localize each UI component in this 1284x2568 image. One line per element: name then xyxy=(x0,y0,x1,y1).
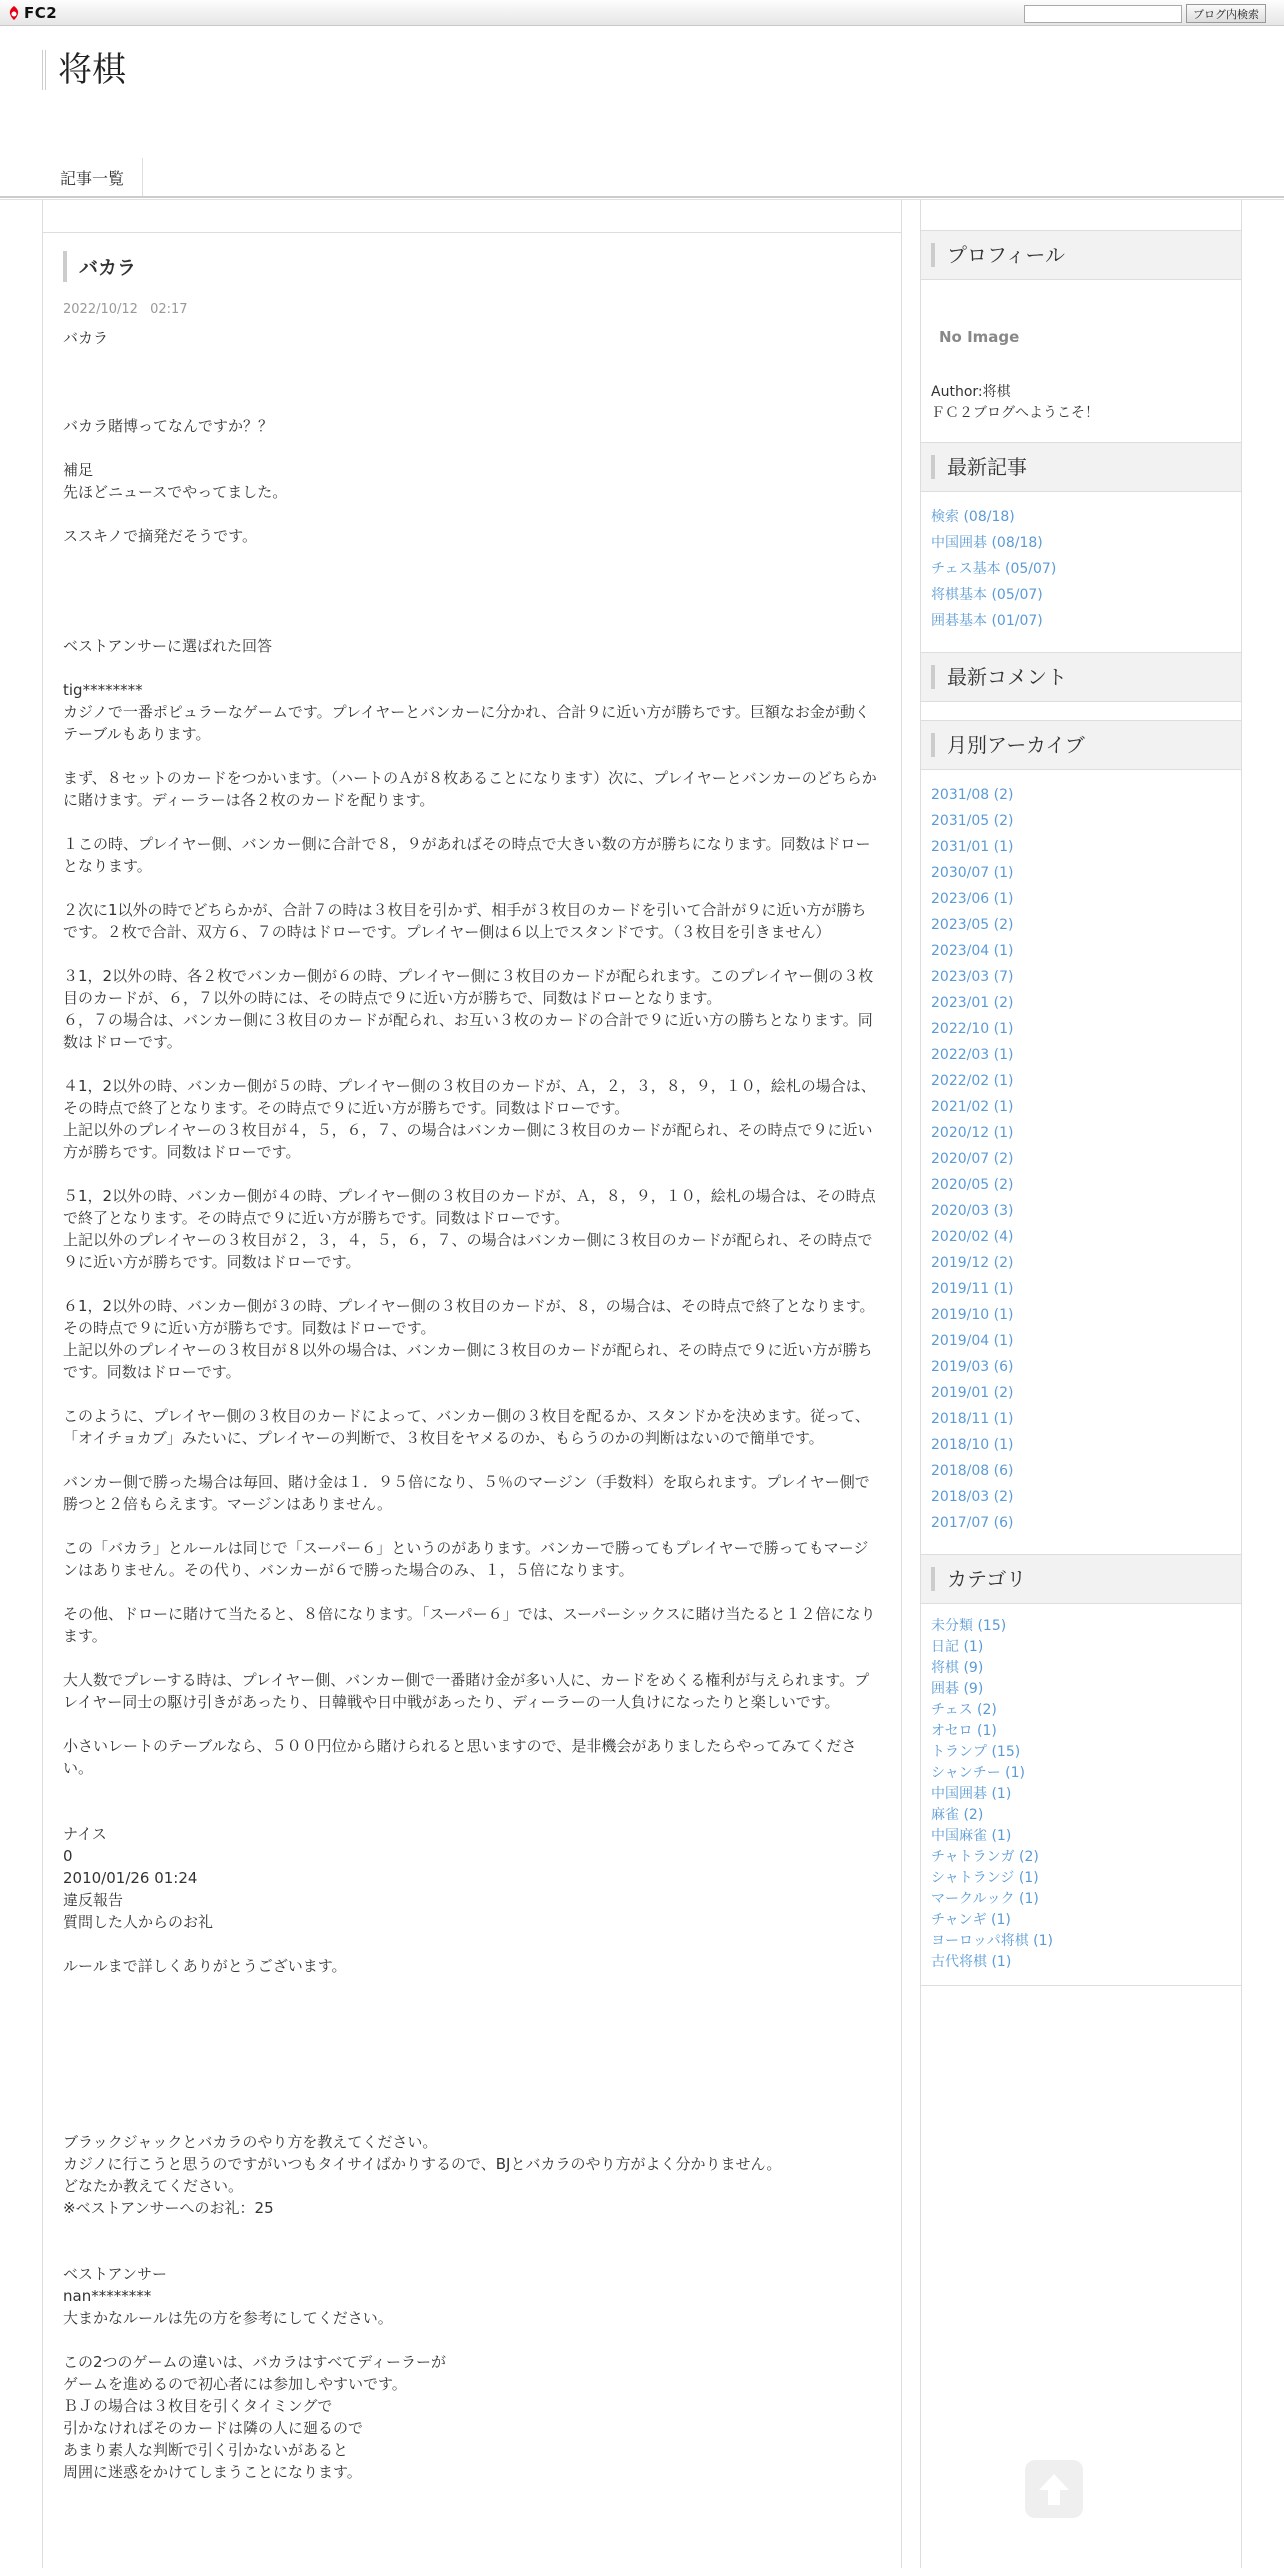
article-line: 2010/01/26 01:24 xyxy=(63,1869,198,1887)
recent-posts-plugin xyxy=(921,442,1241,642)
article-line: 大まかなルールは先の方を参考にしてください。 xyxy=(63,2309,393,2327)
recent-posts-title xyxy=(921,443,1241,492)
category-link[interactable]: オセロ (1) xyxy=(931,1723,997,1739)
profile-title xyxy=(921,231,1241,280)
article-line: nan******** xyxy=(63,2287,152,2305)
article-line xyxy=(63,1053,881,1075)
article-line xyxy=(63,547,881,569)
article-line: ５1，2以外の時、バンカー側が４の時、プレイヤー側の３枚目のカードが、Ａ，８，９，１０，絵札の場合は、その時点で終了となります。その時点で９に近い方が勝ちです。同数はドローです。 xyxy=(63,1187,876,1227)
category-link[interactable]: 日記 (1) xyxy=(931,1639,984,1655)
article-line: ※ベストアンサーへのお礼：25 xyxy=(63,2199,274,2217)
article-line: ベストアンサーに選ばれた回答 xyxy=(63,637,272,655)
article-line xyxy=(63,1163,881,1185)
article-line xyxy=(63,1273,881,1295)
article-line: 先ほどニュースでやってました。 xyxy=(63,483,288,501)
article-line: 周囲に迷惑をかけてしまうことになります。 xyxy=(63,2463,362,2481)
recent-posts-title-text: 最新記事 xyxy=(931,455,1027,479)
article-line xyxy=(63,371,881,393)
article-line xyxy=(63,591,881,613)
archive-link[interactable]: 2020/05 (2) xyxy=(931,1177,1014,1193)
main-top-spacer xyxy=(43,200,901,233)
article-line xyxy=(63,745,881,767)
article-line: この2つのゲームの違いは、バカラはすべてディーラーが xyxy=(63,2353,447,2371)
article-line: ブラックジャックとバカラのやり方を教えてください。 xyxy=(63,2133,438,2151)
categories-title-text: カテゴリ xyxy=(931,1567,1026,1591)
archive-link[interactable]: 2022/10 (1) xyxy=(931,1021,1014,1037)
category-link[interactable]: シャトランジ (1) xyxy=(931,1870,1039,1886)
profile-body xyxy=(921,280,1241,432)
archive-link[interactable]: 2019/12 (2) xyxy=(931,1255,1014,1271)
article-line: ６1，2以外の時、バンカー側が３の時、プレイヤー側の３枚目のカードが、８，の場合は、その時点で終了となります。その時点で９に近い方が勝ちです。同数はドローです。 xyxy=(63,1297,875,1337)
article-line: ＢＪの場合は３枚目を引くタイミングで xyxy=(63,2397,333,2415)
article-body xyxy=(63,327,881,2483)
article-line xyxy=(63,657,881,679)
article-line: ３1，2以外の時、各２枚でバンカー側が６の時、プレイヤー側に３枚目のカードが配られます。このプレイヤー側の３枚目のカードが、６，７以外の時には、その時点で９に近い方が勝ちで、同数はドローとなります。 xyxy=(63,967,874,1007)
blog-title[interactable]: 将棋 xyxy=(42,50,126,90)
article-line xyxy=(63,2109,881,2131)
article-line xyxy=(63,2219,881,2241)
article-line: このように、プレイヤー側の３枚目のカードによって、バンカー側の３枚目を配るか、スタンドかを決めます。従って、「オイチョカブ」みたいに、プレイヤーの判断で、３枚目をヤメるのか、もらうのかの判断はないので簡単です。 xyxy=(63,1407,870,1447)
back-to-top-button[interactable] xyxy=(1025,2460,1083,2518)
category-link[interactable]: トランプ (15) xyxy=(931,1744,1021,1760)
top-nav xyxy=(42,158,143,196)
article-line: ベストアンサー xyxy=(63,2265,167,2283)
article-line: 違反報告 xyxy=(63,1891,124,1909)
sidebar-top-spacer xyxy=(921,200,1241,230)
article-line xyxy=(63,1977,881,1999)
archive-link[interactable]: 2018/11 (1) xyxy=(931,1411,1014,1427)
article-line xyxy=(63,2329,881,2351)
article-date-day: 2022/10/12 xyxy=(63,302,138,317)
categories-title xyxy=(921,1555,1241,1604)
article-line: ２次に1以外の時でどちらかが、合計７の時は３枚目を引かず、相手が３枚目のカードを引いて合計が９に近い方が勝ちです。２枚で合計、双方６、７の時はドローです。プレイヤー側は６以上でスタンドです。（３枚目を引きません） xyxy=(63,901,867,941)
blog-search-input[interactable] xyxy=(1024,5,1182,23)
article-line: まず、８セットのカードをつかいます。（ハートのＡが８枚あることになります）次に、プレイヤーとバンカーのどちらかに賭けます。ディーラーは各２枚のカードを配ります。 xyxy=(63,769,877,809)
archive-link[interactable]: 2017/07 (6) xyxy=(931,1515,1014,1531)
article-line xyxy=(63,1801,881,1823)
archives-title xyxy=(921,721,1241,770)
article-line: tig******** xyxy=(63,681,143,699)
archive-link[interactable]: 2019/04 (1) xyxy=(931,1333,1014,1349)
archive-link[interactable]: 2020/12 (1) xyxy=(931,1125,1014,1141)
article-line: 質問した人からのお礼 xyxy=(63,1913,214,1931)
article-line: １この時、プレイヤー側、バンカー側に合計で８，９があればその時点で大きい数の方が勝ちになります。同数はドローとなります。 xyxy=(63,835,871,875)
archive-link[interactable]: 2022/03 (1) xyxy=(931,1047,1014,1063)
article-line xyxy=(63,569,881,591)
article-line: 0 xyxy=(63,1847,73,1865)
article-line: あまり素人な判断で引く引かないがあると xyxy=(63,2441,349,2459)
article-line xyxy=(63,349,881,371)
article-line: バカラ賭博ってなんですか？？ xyxy=(63,417,274,435)
article-line: 上記以外のプレイヤーの３枚目が２，３，４，５，６，７、の場合はバンカー側に３枚目のカードが配られ、その時点で９に近い方が勝ちです。同数はドローです。 xyxy=(63,1231,873,1271)
archive-link[interactable]: 2020/02 (4) xyxy=(931,1229,1014,1245)
fc2-logo-icon xyxy=(6,5,22,21)
article-line xyxy=(63,613,881,635)
article-line xyxy=(63,877,881,899)
recent-post-link[interactable]: 中国囲碁 (08/18) xyxy=(931,535,1043,551)
article-line xyxy=(63,1779,881,1801)
archive-link[interactable]: 2031/05 (2) xyxy=(931,813,1014,829)
archives-title-text: 月別アーカイブ xyxy=(931,733,1085,757)
archive-link[interactable]: 2019/03 (6) xyxy=(931,1359,1014,1375)
article-line: その他、ドローに賭けて当たると、８倍になります。「スーパー６」では、スーパーシックスに賭け当たると１２倍になります。 xyxy=(63,1605,876,1645)
archive-link[interactable]: 2021/02 (1) xyxy=(931,1099,1014,1115)
category-link[interactable]: 未分類 (15) xyxy=(931,1618,1007,1634)
archive-link[interactable]: 2023/05 (2) xyxy=(931,917,1014,933)
article-line xyxy=(63,437,881,459)
archive-link[interactable]: 2022/02 (1) xyxy=(931,1073,1014,1089)
article-line: 引かなければそのカードは隣の人に廻るので xyxy=(63,2419,364,2437)
recent-comments-body xyxy=(921,702,1241,710)
archive-link[interactable]: 2031/08 (2) xyxy=(931,787,1014,803)
recent-comments-plugin xyxy=(921,652,1241,710)
article-date xyxy=(63,302,881,317)
archive-link[interactable]: 2023/04 (1) xyxy=(931,943,1014,959)
categories-plugin xyxy=(921,1554,1241,1986)
article-line xyxy=(63,811,881,833)
profile-author: Author:将棋 xyxy=(931,384,1011,400)
category-link[interactable]: シャンチー (1) xyxy=(931,1765,1026,1781)
category-link[interactable]: 中国麻雀 (1) xyxy=(931,1828,1012,1844)
article-line xyxy=(63,2043,881,2065)
categories-list xyxy=(921,1604,1241,1986)
main-column xyxy=(42,200,902,2568)
archive-link[interactable]: 2030/07 (1) xyxy=(931,865,1014,881)
blog-search xyxy=(1024,4,1266,23)
category-link[interactable]: チェス (2) xyxy=(931,1702,997,1718)
archive-link[interactable]: 2019/01 (2) xyxy=(931,1385,1014,1401)
article-line: 上記以外のプレイヤーの３枚目が４，５，６，７、の場合はバンカー側に３枚目のカードが配られ、その時点で９に近い方が勝ちです。同数はドローです。 xyxy=(63,1121,873,1161)
article-line xyxy=(63,1933,881,1955)
recent-post-link[interactable]: チェス基本 (05/07) xyxy=(931,561,1057,577)
category-link[interactable]: ヨーロッパ将棋 (1) xyxy=(931,1933,1054,1949)
article-line: ６，７の場合は、バンカー側に３枚目のカードが配られ、お互い３枚のカードの合計で９に近い方の勝ちとなります。同数はドローです。 xyxy=(63,1011,873,1051)
category-link[interactable]: チャトランガ (2) xyxy=(931,1849,1039,1865)
article xyxy=(43,233,901,2483)
archive-link[interactable]: 2020/03 (3) xyxy=(931,1203,1014,1219)
article-line: 上記以外のプレイヤーの３枚目が８以外の場合は、バンカー側に３枚目のカードが配られ、その時点で９に近い方が勝ちです。同数はドローです。 xyxy=(63,1341,873,1381)
article-line: ルールまで詳しくありがとうございます。 xyxy=(63,1957,347,1975)
article-line: バカラ xyxy=(63,329,109,347)
article-line: この「バカラ」とルールは同じで「スーパー６」というのがあります。バンカーで勝ってもプレイヤーで勝ってもマージンはありません。その代り、バンカーが６で勝った場合のみ、１，５倍になります。 xyxy=(63,1539,869,1579)
fc2-logo-text: FC2 xyxy=(24,4,58,22)
article-date-time: 02:17 xyxy=(150,302,188,317)
archive-link[interactable]: 2018/10 (1) xyxy=(931,1437,1014,1453)
article-line: 補足 xyxy=(63,461,94,479)
archive-link[interactable]: 2019/11 (1) xyxy=(931,1281,1014,1297)
article-line xyxy=(63,1999,881,2021)
article-title[interactable]: バカラ xyxy=(63,251,881,282)
profile-title-text: プロフィール xyxy=(931,243,1065,267)
recent-post-link[interactable]: 将棋基本 (05/07) xyxy=(931,587,1043,603)
blog-search-button[interactable]: ブログ内検索 xyxy=(1186,4,1266,23)
article-line xyxy=(63,1383,881,1405)
article-line xyxy=(63,943,881,965)
recent-comments-title-text: 最新コメント xyxy=(931,665,1067,689)
article-line xyxy=(63,2241,881,2263)
category-link[interactable]: 将棋 (9) xyxy=(931,1660,984,1676)
archives-list xyxy=(921,770,1241,1544)
archive-link[interactable]: 2020/07 (2) xyxy=(931,1151,1014,1167)
article-line: ナイス xyxy=(63,1825,107,1843)
article-line xyxy=(63,2087,881,2109)
article-line: どなたか教えてください。 xyxy=(63,2177,244,2195)
archive-link[interactable]: 2018/03 (2) xyxy=(931,1489,1014,1505)
nav-item-article-list[interactable]: 記事一覧 xyxy=(42,158,143,197)
category-link[interactable]: 中国囲碁 (1) xyxy=(931,1786,1012,1802)
archive-link[interactable]: 2023/06 (1) xyxy=(931,891,1014,907)
recent-posts-list xyxy=(921,492,1241,642)
article-line xyxy=(63,1713,881,1735)
article-line: 大人数でプレーする時は、プレイヤー側、バンカー側で一番賭け金が多い人に、カードをめくる権利が与えられます。プレイヤー同士の駆け引きがあったり、日韓戦や日中戦があったり、ディーラーの一人負けになったりと楽しいです。 xyxy=(63,1671,870,1711)
recent-comments-title xyxy=(921,653,1241,702)
sidebar xyxy=(920,200,1242,2568)
article-line: ゲームを進めるので初心者には参加しやすいです。 xyxy=(63,2375,407,2393)
article-line: ススキノで摘発だそうです。 xyxy=(63,527,257,545)
recent-post-link[interactable]: 検索 (08/18) xyxy=(931,509,1015,525)
profile-plugin xyxy=(921,230,1241,432)
article-line: カジノに行こうと思うのですがいつもタイサイばかりするので、BJとバカラのやり方がよく分かりません。 xyxy=(63,2155,782,2173)
article-line xyxy=(63,393,881,415)
category-link[interactable]: チャンギ (1) xyxy=(931,1912,1011,1928)
archive-link[interactable]: 2023/03 (7) xyxy=(931,969,1014,985)
category-link[interactable]: 囲碁 (9) xyxy=(931,1681,984,1697)
fc2-logo[interactable] xyxy=(6,4,57,22)
arrow-up-icon xyxy=(1025,2460,1083,2518)
article-line: ４1，2以外の時、バンカー側が５の時、プレイヤー側の３枚目のカードが、Ａ，２，３，８，９，１０，絵札の場合は、その時点で終了となります。その時点で９に近い方が勝ちです。同数はドローです。 xyxy=(63,1077,876,1117)
article-line: 小さいレートのテーブルなら、５００円位から賭けられると思いますので、是非機会がありましたらやってみてください。 xyxy=(63,1737,857,1777)
archive-link[interactable]: 2031/01 (1) xyxy=(931,839,1014,855)
article-line xyxy=(63,2021,881,2043)
category-link[interactable]: 古代将棋 (1) xyxy=(931,1954,1012,1970)
article-line xyxy=(63,1581,881,1603)
category-link[interactable]: 麻雀 (2) xyxy=(931,1807,984,1823)
profile-welcome: ＦＣ２ブログへようこそ！ xyxy=(931,405,1099,421)
article-line xyxy=(63,1647,881,1669)
article-line xyxy=(63,1515,881,1537)
archives-plugin xyxy=(921,720,1241,1544)
archive-link[interactable]: 2019/10 (1) xyxy=(931,1307,1014,1323)
archive-link[interactable]: 2023/01 (2) xyxy=(931,995,1014,1011)
category-link[interactable]: マークルック (1) xyxy=(931,1891,1039,1907)
article-line: カジノで一番ポピュラーなゲームです。プレイヤーとバンカーに分かれ、合計９に近い方が勝ちです。巨額なお金が動くテーブルもあります。 xyxy=(63,703,870,743)
profile-avatar-placeholder: No Image xyxy=(939,328,1020,346)
article-line xyxy=(63,1449,881,1471)
article-line: バンカー側で勝った場合は毎回、賭け金は１．９５倍になり、５％のマージン（手数料）を取られます。プレイヤー側で勝つと２倍もらえます。マージンはありません。 xyxy=(63,1473,870,1513)
fc2-toolbar xyxy=(0,0,1284,26)
recent-post-link[interactable]: 囲碁基本 (01/07) xyxy=(931,613,1043,629)
archive-link[interactable]: 2018/08 (6) xyxy=(931,1463,1014,1479)
article-line xyxy=(63,2065,881,2087)
article-line xyxy=(63,503,881,525)
